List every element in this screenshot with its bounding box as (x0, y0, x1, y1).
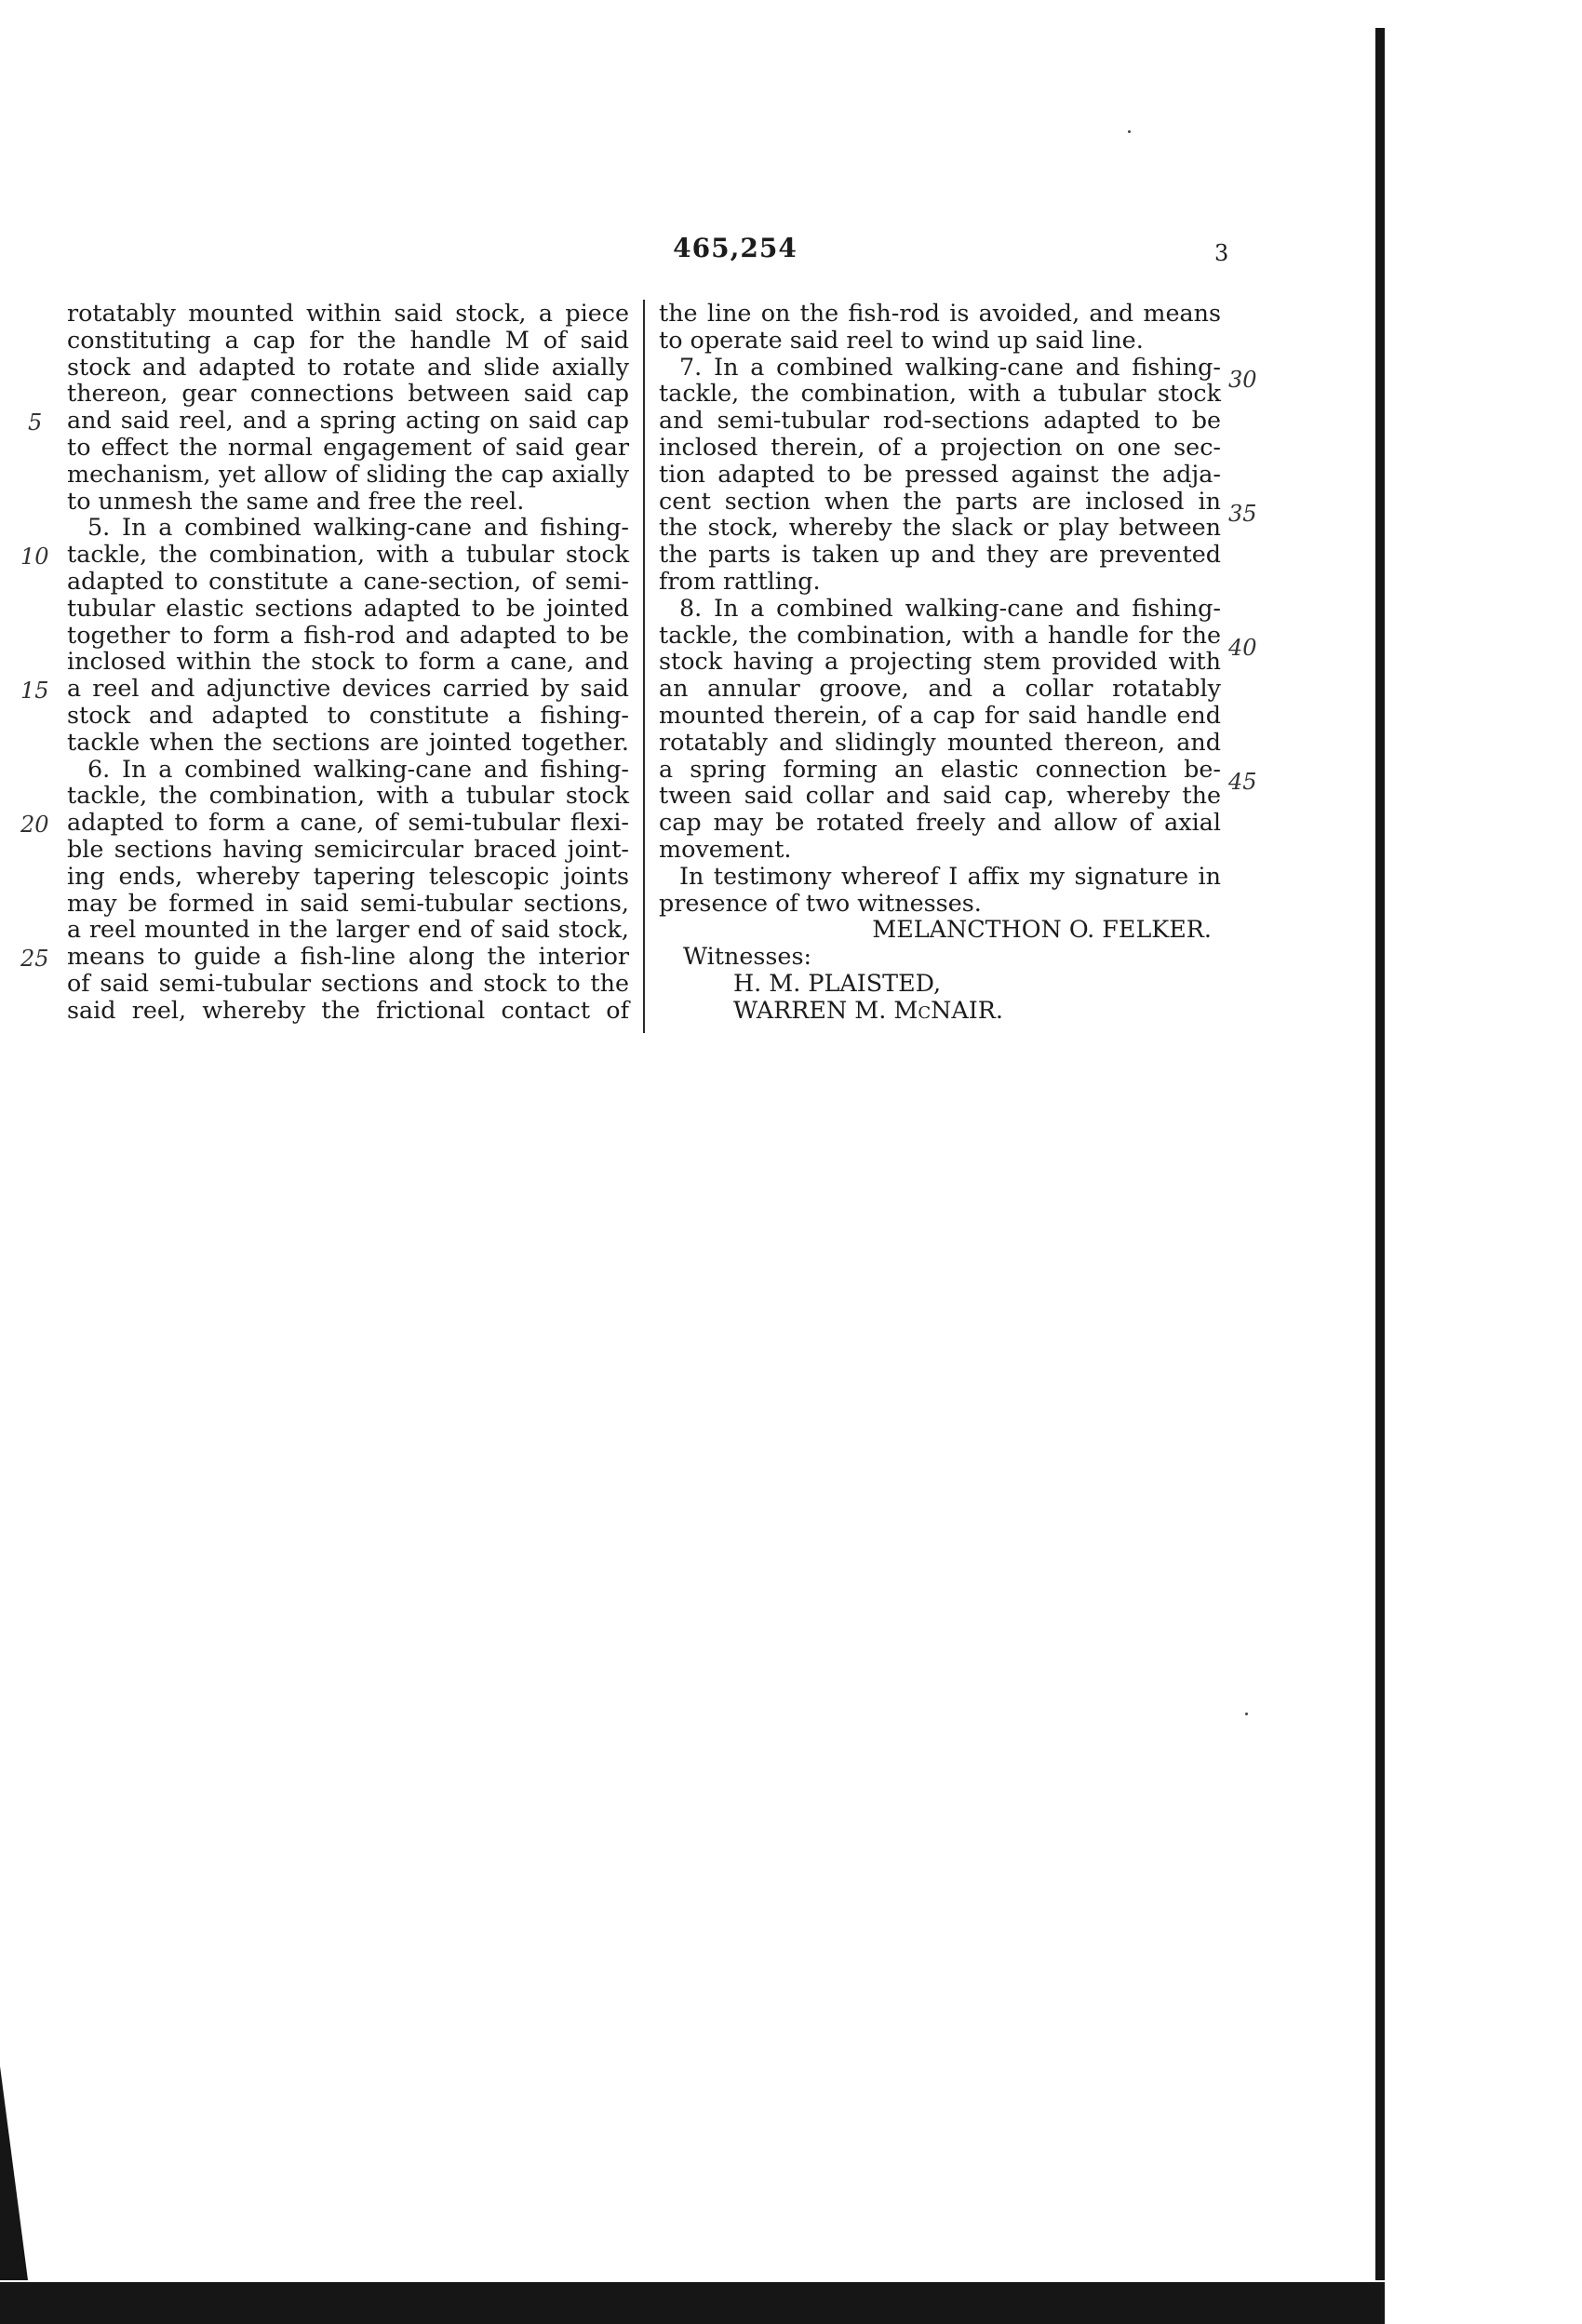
line-number: 20 (20, 812, 49, 838)
witness-name: H. M. PLAISTED, (733, 968, 942, 997)
scan-border-right (1375, 28, 1385, 2280)
scan-border-bottom (0, 2282, 1385, 2324)
text-line: 6. In a combined walking-cane and fishing- (87, 754, 629, 783)
text-line: stock and adapted to rotate and slide axially (67, 352, 629, 381)
text-line: mounted therein, of a cap for said handle end (659, 700, 1221, 729)
text-line: tackle, the combination, with a handle for the (659, 620, 1221, 649)
patent-number: 465,254 (673, 233, 798, 263)
line-number: 45 (1228, 769, 1257, 795)
text-line: the stock, whereby the slack or play between (659, 513, 1221, 542)
text-line: adapted to constitute a cane-section, of semi- (67, 566, 629, 595)
text-line: In testimony whereof I affix my signature in (679, 861, 1221, 890)
text-line: adapted to form a cane, of semi-tubular flexi- (67, 808, 629, 837)
text-line: from rattling. (659, 566, 821, 595)
witness-name: WARREN M. McNAIR. (733, 995, 1003, 1024)
text-line: inclosed within the stock to form a cane, and (67, 647, 629, 676)
text-line: to operate said reel to wind up said line. (659, 325, 1144, 354)
text-line: presence of two witnesses. (659, 888, 982, 917)
text-line: a reel and adjunctive devices carried by said (67, 674, 629, 703)
text-line: may be formed in said semi-tubular sections, (67, 888, 629, 917)
text-line: an annular groove, and a collar rotatably (659, 674, 1221, 703)
text-line: tackle, the combination, with a tubular stock (67, 781, 629, 810)
text-line: cap may be rotated freely and allow of axial (659, 808, 1221, 837)
scan-speck (1128, 130, 1131, 133)
text-line: 8. In a combined walking-cane and fishing- (679, 593, 1221, 622)
text-line: tween said collar and said cap, whereby the (659, 781, 1221, 810)
text-line: stock having a projecting stem provided with (659, 647, 1221, 676)
text-line: together to form a fish-rod and adapted to be (67, 620, 629, 649)
text-line: 7. In a combined walking-cane and fishing- (679, 352, 1221, 381)
right-column (659, 300, 1221, 1024)
scan-speck (1245, 1713, 1248, 1715)
column-divider (643, 300, 645, 1033)
left-column (67, 300, 629, 1024)
text-line: cent section when the parts are inclosed in (659, 486, 1221, 515)
text-line: constituting a cap for the handle M of said (67, 325, 629, 354)
text-line: ble sections having semicircular braced joint- (67, 834, 629, 863)
text-line: the line on the fish-rod is avoided, and means (659, 299, 1221, 327)
text-line: a reel mounted in the larger end of said stock, (67, 915, 629, 944)
text-line: tion adapted to be pressed against the adja- (659, 459, 1221, 488)
text-line: mechanism, yet allow of sliding the cap axially (67, 459, 629, 488)
text-line: stock and adapted to constitute a fishing- (67, 700, 629, 729)
text-line: tackle when the sections are jointed together. (67, 727, 629, 756)
scan-corner-mark (0, 2066, 28, 2280)
text-line: 5. In a combined walking-cane and fishing- (87, 513, 629, 542)
text-line: means to guide a fish-line along the interior (67, 942, 629, 971)
text-line: and said reel, and a spring acting on said cap (67, 406, 629, 435)
text-line: thereon, gear connections between said cap (67, 379, 629, 408)
text-line: inclosed therein, of a projection on one sec- (659, 432, 1221, 461)
text-line: to unmesh the same and free the reel. (67, 486, 525, 515)
text-line: said reel, whereby the frictional contact of (67, 995, 629, 1024)
line-number: 10 (20, 544, 49, 570)
text-line: tackle, the combination, with a tubular stock (67, 540, 629, 569)
text-line: rotatably and slidingly mounted thereon, and (659, 727, 1221, 756)
text-line: rotatably mounted within said stock, a piece (67, 299, 629, 327)
text-line: movement. (659, 834, 792, 863)
line-number: 25 (20, 946, 49, 972)
page-number: 3 (1214, 240, 1229, 266)
line-number: 35 (1228, 501, 1257, 527)
witnesses-label: Witnesses: (683, 942, 812, 971)
text-line: ing ends, whereby tapering telescopic joints (67, 861, 629, 890)
text-line: tackle, the combination, with a tubular stock (659, 379, 1221, 408)
text-line: tubular elastic sections adapted to be jointed (67, 593, 629, 622)
line-number: 40 (1228, 635, 1257, 661)
text-line: to effect the normal engagement of said gear (67, 432, 629, 461)
line-number: 15 (20, 678, 49, 704)
text-line: the parts is taken up and they are prevented (659, 540, 1221, 569)
line-number: 5 (28, 410, 43, 436)
text-line: of said semi-tubular sections and stock to the (67, 968, 629, 997)
text-line: and semi-tubular rod-sections adapted to be (659, 406, 1221, 435)
text-line: a spring forming an elastic connection be- (659, 754, 1221, 783)
signature: MELANCTHON O. FELKER. (872, 915, 1212, 944)
line-number: 30 (1228, 367, 1257, 393)
